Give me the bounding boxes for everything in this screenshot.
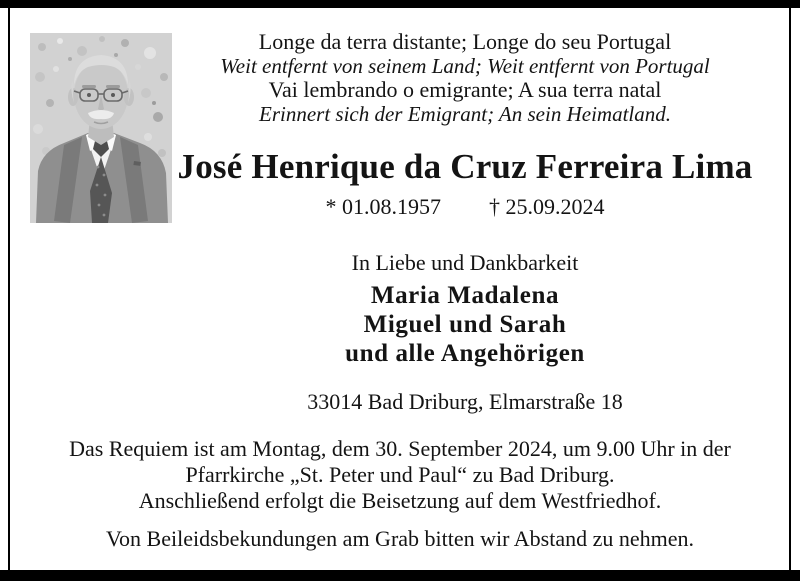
poem-block bbox=[140, 30, 790, 126]
address-line: 33014 Bad Driburg, Elmarstraße 18 bbox=[307, 389, 623, 414]
condolence-note: Von Beileidsbekundungen am Grab bitten wir Abstand zu nehmen. bbox=[106, 526, 694, 551]
mourner-line: Miguel und Sarah bbox=[363, 311, 567, 338]
deceased-name: José Henrique da Cruz Ferreira Lima bbox=[177, 147, 753, 186]
mourners-block bbox=[140, 281, 790, 368]
poem-line-german-1: Weit entfernt von seinem Land; Weit entfernt von Portugal bbox=[220, 54, 710, 78]
service-line-3: Anschließend erfolgt die Beisetzung auf dem Westfriedhof. bbox=[138, 488, 662, 513]
birth-date: * 01.08.1957 bbox=[325, 194, 441, 219]
frame-rule-bottom bbox=[0, 570, 800, 581]
service-line-2: Pfarrkirche „St. Peter und Paul“ zu Bad Driburg. bbox=[185, 462, 615, 487]
frame-rule-top bbox=[0, 0, 800, 8]
intro-line: In Liebe und Dankbarkeit bbox=[351, 250, 579, 275]
life-dates bbox=[140, 194, 790, 220]
death-date: † 25.09.2024 bbox=[489, 194, 605, 219]
poem-line-german-2: Erinnert sich der Emigrant; An sein Heimatland. bbox=[259, 102, 671, 126]
mourner-line: und alle Angehörigen bbox=[345, 340, 585, 367]
poem-line-portuguese-1: Longe da terra distante; Longe do seu Portugal bbox=[258, 29, 672, 54]
mourner-line: Maria Madalena bbox=[370, 282, 560, 309]
service-block bbox=[0, 436, 800, 514]
service-line-1: Das Requiem ist am Montag, dem 30. September 2024, um 9.00 Uhr in der bbox=[69, 436, 731, 461]
poem-line-portuguese-2: Vai lembrando o emigrante; A sua terra natal bbox=[268, 77, 662, 102]
